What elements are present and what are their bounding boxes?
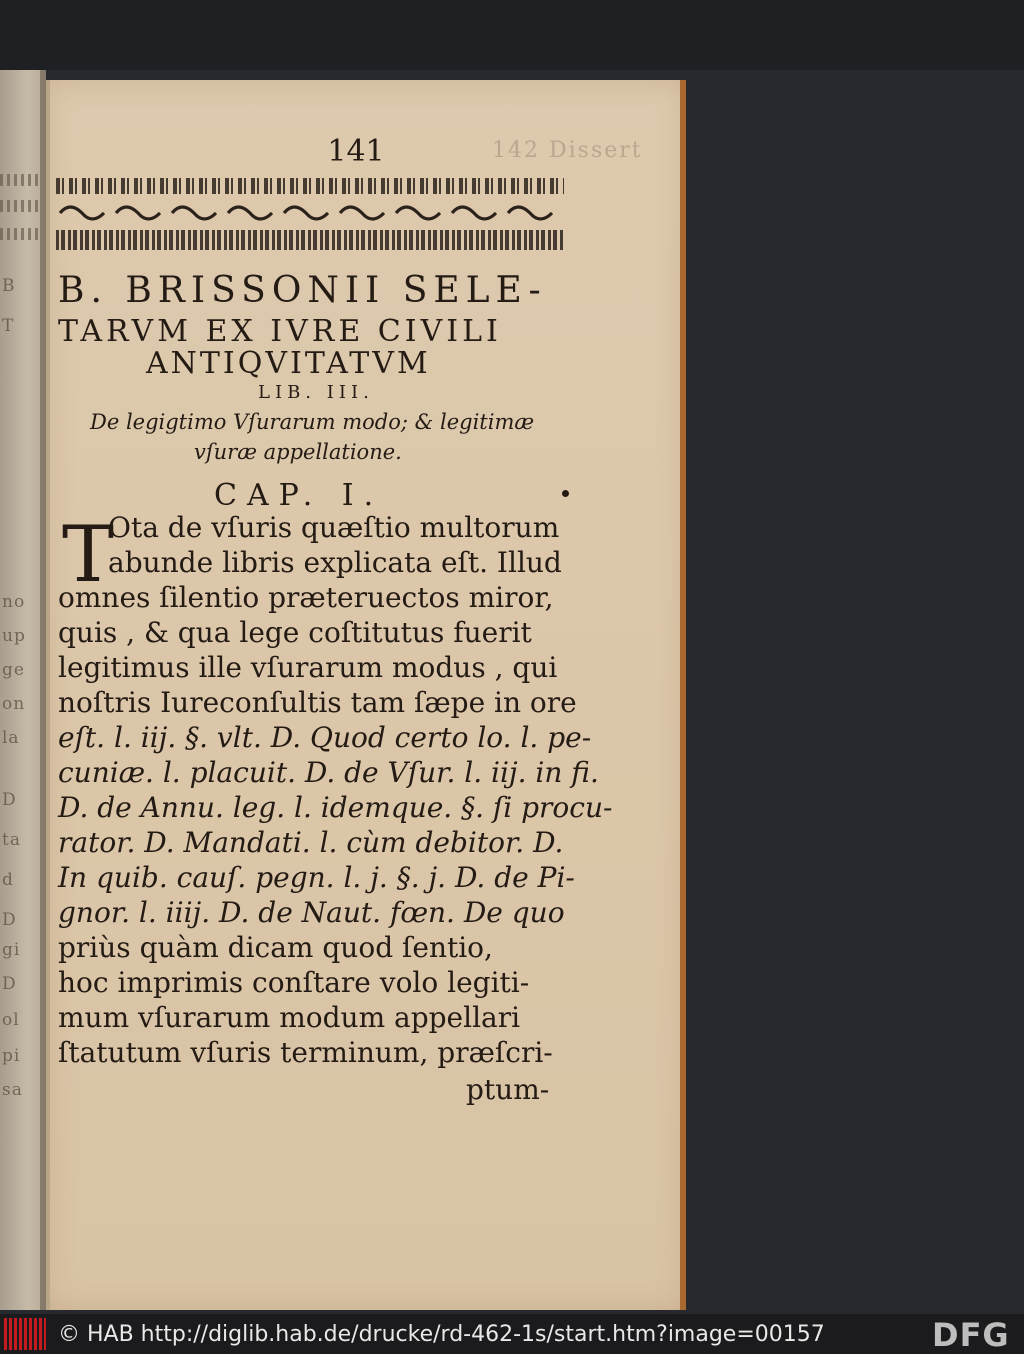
title-line-2: TARVM EX IVRE CIVILI [58,314,502,349]
prev-page-fragment: up [2,626,26,646]
body-line: priùs quàm dicam quod ſentio, [58,931,493,964]
body-line: D. de Annu. leg. l. idemque. §. ſi procu- [58,791,613,824]
dfg-logo: DFG [932,1316,1010,1354]
body-line: In quib. cauſ. pegn. l. j. §. j. D. de Pi- [58,861,575,894]
prev-page-fragment: on [2,694,26,714]
body-line: quis , & qua lege coſtitutus fuerit [58,616,532,649]
body-line: eſt. l. iij. §. vlt. D. Quod certo lo. l. pe- [58,721,592,754]
prev-page-fragment: la [2,728,20,748]
body-line: mum vſurarum modum appellari [58,1001,521,1034]
prev-page-fragment: D [2,910,17,930]
prev-ornament-1 [0,174,40,186]
hab-logo-icon [4,1318,46,1350]
body-line: legitimus ille vſurarum modus , qui [58,651,558,684]
chapter-heading: CAP. I. [214,478,384,513]
page-number: 141 [327,134,385,169]
prev-page-fragment: ta [2,830,21,850]
body-line: ſtatutum vſuris terminum, præſcri- [58,1036,553,1069]
body-line: hoc imprimis conſtare volo legiti- [58,966,530,999]
prev-page-fragment: ol [2,1010,20,1030]
page-right-edge [680,80,686,1310]
book-number: LIB. III. [258,382,374,403]
chapter-subtitle-line-1: De legigtimo Vſurarum modo; & legitimæ [90,410,535,434]
catchword: ptum- [466,1073,550,1106]
page-left-edge [46,80,50,1310]
body-line: abunde libris explicata eſt. Illud [108,546,562,579]
prev-page-fragment: no [2,592,26,612]
prev-ornament-2 [0,200,40,212]
body-line: rator. D. Mandati. l. cùm debitor. D. [58,826,564,859]
prev-page-fragment: pi [2,1046,21,1066]
prev-page-fragment: sa [2,1080,23,1100]
ornament-band-middle [56,200,564,226]
body-line: cuniæ. l. placuit. D. de Vſur. l. iij. in fi. [58,756,599,789]
body-line: noſtris Iureconſultis tam ſæpe in ore [58,686,577,719]
prev-ornament-3 [0,228,40,240]
title-line-3: ANTIQVITATVM [146,346,431,381]
prev-page-fragment: gi [2,940,21,960]
bleed-through-text: 142 Dissert [492,138,643,163]
prev-page-fragment: B [2,276,16,296]
title-line-1: B. BRISSONII SELE- [58,270,547,311]
book-page [46,80,686,1310]
ink-dot [562,490,569,497]
prev-page-fragment: ge [2,660,25,680]
body-line: omnes ſilentio præteruectos miror, [58,581,554,614]
prev-page-fragment: d [2,870,14,890]
body-line: Ota de vſuris quæſtio multorum [108,511,560,544]
previous-page-edge [0,70,46,1310]
ornament-band-top [56,178,564,194]
chapter-subtitle-line-2: vſuræ appellatione. [194,440,402,464]
scanner-top-edge [0,0,1024,70]
prev-page-fragment: D [2,974,17,994]
prev-page-fragment: D [2,790,17,810]
prev-page-fragment: T [2,316,15,336]
ornament-band-bottom [56,230,564,250]
footer-copyright-link[interactable]: © HAB http://diglib.hab.de/drucke/rd-462-1s/start.htm?image=00157 [58,1322,825,1347]
drop-cap: T [62,510,115,600]
body-line: gnor. l. iiij. D. de Naut. fœn. De quo [58,896,565,929]
